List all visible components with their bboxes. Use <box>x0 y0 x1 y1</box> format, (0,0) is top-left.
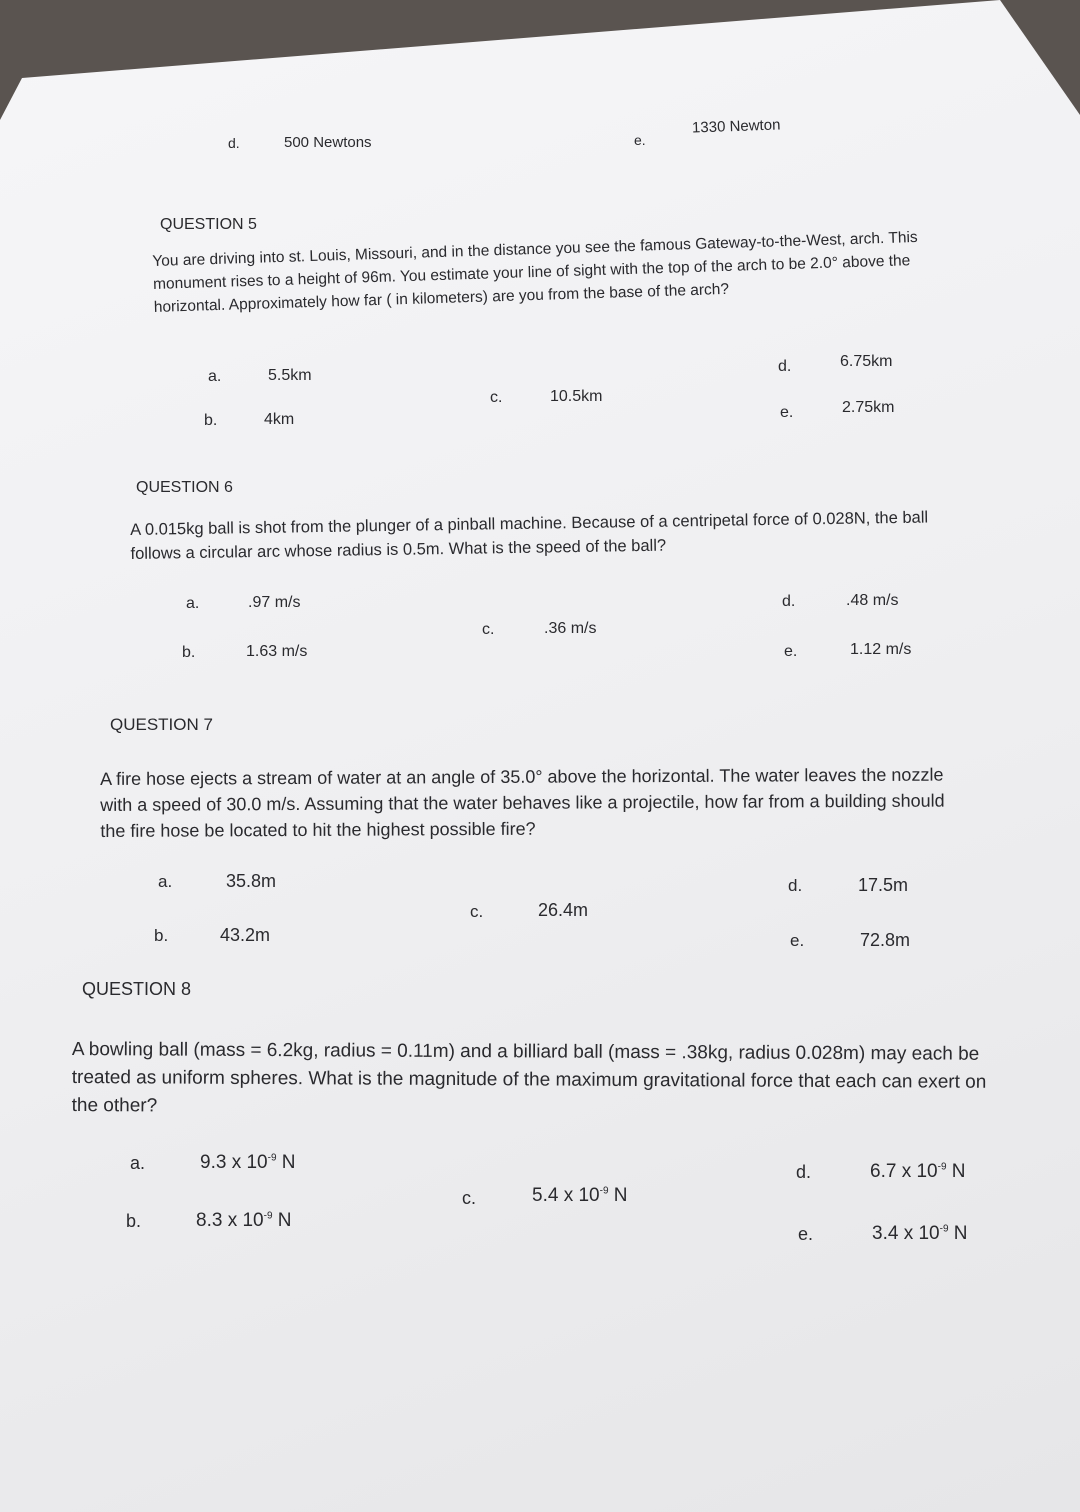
option-c-letter: c. <box>462 1188 477 1208</box>
question-title: QUESTION 7 <box>110 715 213 734</box>
option-b-letter: b. <box>182 644 196 661</box>
prev-option-d-text: 500 Newtons <box>284 134 372 151</box>
exponent: -9 <box>937 1161 947 1173</box>
mantissa: 8.3 x 10 <box>196 1210 264 1231</box>
prev-option-d-letter: d. <box>228 135 240 151</box>
option-b-letter: b. <box>154 926 169 945</box>
option-e-text[interactable] <box>872 1223 968 1245</box>
option-e-text[interactable]: 1.12 m/s <box>850 641 912 658</box>
exponent: -9 <box>263 1210 273 1222</box>
option-d-letter: d. <box>788 876 803 895</box>
option-e-letter: e. <box>784 643 798 660</box>
option-e-letter: e. <box>790 931 805 950</box>
option-c-text[interactable]: 26.4m <box>538 900 589 920</box>
option-e-letter: e. <box>780 404 794 421</box>
option-a-text[interactable]: .97 m/s <box>248 594 301 611</box>
option-b-letter: b. <box>204 412 218 429</box>
mantissa: 5.4 x 10 <box>532 1185 600 1206</box>
option-e-letter: e. <box>798 1224 814 1244</box>
prev-option-e-letter: e. <box>634 132 646 148</box>
prev-option-e-text: 1330 Newton <box>691 116 781 137</box>
option-d-text[interactable]: 6.75km <box>840 353 893 370</box>
option-b-text[interactable]: 1.63 m/s <box>246 643 308 660</box>
option-e-text[interactable]: 2.75km <box>842 399 895 416</box>
option-c-letter: c. <box>470 902 484 921</box>
option-c-text[interactable]: 10.5km <box>550 388 603 405</box>
unit: N <box>276 1152 296 1173</box>
question-title: QUESTION 6 <box>136 479 233 496</box>
unit: N <box>946 1161 966 1182</box>
question-text: A fire hose ejects a stream of water at an angle of 35.0° above the horizontal. The water leaves the nozzle with a speed of 30.0 m/s. Assuming that the water behaves like a projectile, how far from a building should the fire hose be located to hit the highest possible fire? <box>100 764 945 841</box>
option-a-text[interactable] <box>200 1152 296 1174</box>
option-a-letter: a. <box>158 872 173 891</box>
option-d-letter: d. <box>778 358 792 375</box>
option-b-letter: b. <box>126 1211 142 1231</box>
mantissa: 3.4 x 10 <box>872 1223 940 1244</box>
unit: N <box>608 1185 628 1206</box>
question-text: A bowling ball (mass = 6.2kg, radius = 0.11m) and a billiard ball (mass = .38kg, radius 0.028m) may each be treated as uniform spheres. What is the magnitude of the maximum gravitational force that each can exert on the other? <box>71 1039 987 1117</box>
option-b-text[interactable]: 4km <box>264 411 295 428</box>
unit: N <box>272 1210 292 1231</box>
option-e-text[interactable]: 72.8m <box>860 930 911 950</box>
unit: N <box>948 1223 968 1244</box>
option-c-text[interactable] <box>532 1185 628 1207</box>
option-a-text[interactable]: 35.8m <box>226 871 277 891</box>
option-d-text[interactable] <box>870 1161 966 1183</box>
option-a-letter: a. <box>208 368 222 385</box>
option-a-letter: a. <box>186 595 200 612</box>
exponent: -9 <box>267 1152 277 1164</box>
option-a-text[interactable]: 5.5km <box>268 367 312 384</box>
mantissa: 6.7 x 10 <box>870 1161 938 1182</box>
option-c-letter: c. <box>490 389 503 406</box>
question-title: QUESTION 8 <box>82 979 192 999</box>
option-d-letter: d. <box>796 1162 812 1182</box>
option-b-text[interactable]: 43.2m <box>220 925 271 945</box>
exponent: -9 <box>939 1223 949 1235</box>
mantissa: 9.3 x 10 <box>200 1152 268 1173</box>
option-d-text[interactable]: 17.5m <box>858 875 909 895</box>
option-d-text[interactable]: .48 m/s <box>846 592 899 609</box>
option-d-letter: d. <box>782 593 796 610</box>
question-title: QUESTION 5 <box>160 216 257 233</box>
option-a-letter: a. <box>130 1153 146 1173</box>
option-c-text[interactable]: .36 m/s <box>544 620 597 637</box>
exponent: -9 <box>599 1185 609 1197</box>
question-text: You are driving into st. Louis, Missouri, and in the distance you see the famous Gateway-to-the-West, arch. This monument rises to a height of 96m. You estimate your line of sight with the top of the arch to be 2.0° above the horizontal. Approximately how far ( in kilometers) are you from the base of the arch? <box>152 228 918 316</box>
question-text: A 0.015kg ball is shot from the plunger of a pinball machine. Because of a centripetal force of 0.028N, the ball follows a circular arc whose radius is 0.5m. What is the speed of the ball? <box>130 508 929 563</box>
option-c-letter: c. <box>482 621 495 638</box>
option-b-text[interactable] <box>196 1210 292 1232</box>
